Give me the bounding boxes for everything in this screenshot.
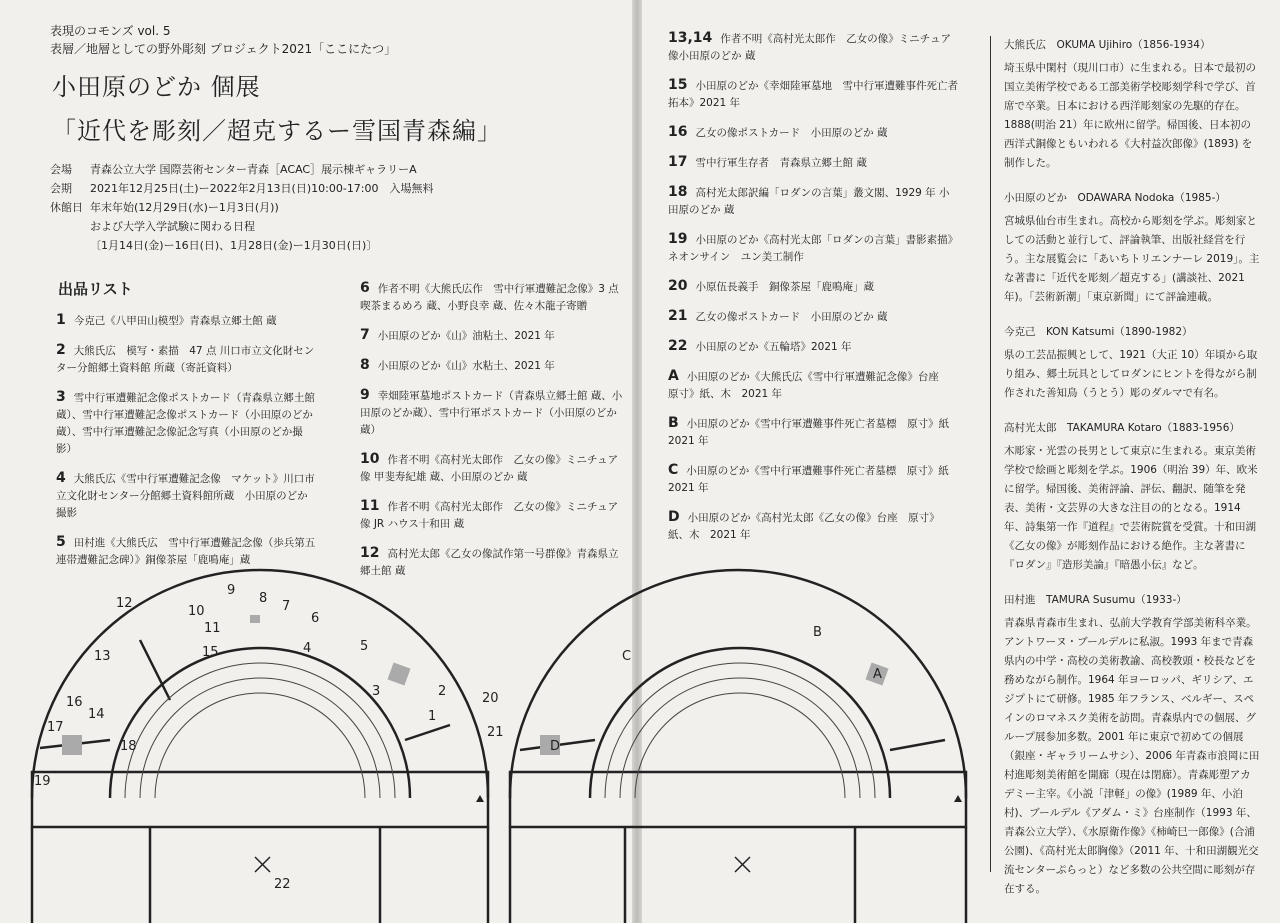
info-label — [50, 217, 90, 236]
work-description: 小原伍長義手 銅像茶屋「鹿鳴庵」蔵 — [695, 281, 874, 293]
plan-label: 13 — [94, 649, 111, 664]
plan-label: 15 — [202, 645, 219, 660]
work-number: 20 — [668, 278, 688, 294]
work-description: 小田原のどか《幸畑陸軍墓地 雪中行軍遭難事件死亡者 拓本》2021 年 — [668, 80, 969, 109]
title-line-2: 「近代を彫刻／超克するー雪国青森編」 — [52, 117, 502, 145]
plan-label: 5 — [360, 639, 369, 654]
plan-label: 19 — [34, 774, 51, 789]
artist-name: 田村進 TAMURA Susumu（1933-） — [1004, 594, 1187, 606]
work-number: 21 — [668, 308, 688, 324]
work-number: 4 — [56, 470, 66, 486]
left-corridor — [32, 772, 488, 827]
info-label: 会期 — [50, 182, 72, 195]
plan-label: 2 — [438, 684, 447, 699]
work-item — [668, 154, 958, 172]
plan-label: A — [873, 667, 882, 682]
work-description: 小田原のどか《山》水粘土、2021 年 — [377, 360, 555, 372]
work-description: 乙女の像ポストカード 小田原のどか 蔵 — [695, 127, 888, 139]
page-title — [52, 70, 502, 148]
work-number: B — [668, 415, 679, 431]
info-label — [50, 236, 90, 255]
plan-label: 21 — [487, 725, 504, 740]
work-description: 小田原のどか《雪中行軍遭難事件死亡者墓標 原寸》紙 2021 年 — [668, 465, 960, 494]
left-lower-walls — [32, 827, 488, 923]
work-number: 18 — [668, 184, 688, 200]
info-row — [50, 198, 434, 217]
right-arc-rings — [605, 663, 875, 798]
info-value: 2021年12月25日(土)ー2022年2月13日(日)10:00-17:00 入場無料 — [90, 182, 434, 195]
work-item — [668, 124, 958, 142]
work-item — [360, 357, 625, 375]
artist-name: 今克己 KON Katsumi（1890-1982） — [1004, 326, 1193, 338]
plan-label: 10 — [188, 604, 205, 619]
plan-label: 4 — [303, 641, 312, 656]
work-item — [668, 184, 958, 219]
work-item — [668, 462, 958, 497]
work-description: 小田原のどか《高村光太郎「ロダンの言葉」書影素描》ネオンサイン ユン美工制作 — [668, 234, 953, 263]
work-number: C — [668, 462, 679, 478]
right-hall-outer-arc — [510, 570, 966, 798]
work-description: 作者不明《高村光太郎作 乙女の像》ミニチュア像小田原のどか 蔵 — [668, 33, 951, 62]
work-number: 2 — [56, 342, 66, 358]
plan-label: 17 — [47, 720, 64, 735]
artist-bio — [1004, 323, 1260, 403]
plan-labels — [34, 583, 882, 892]
info-row — [50, 217, 434, 236]
info-row — [50, 236, 434, 255]
plan-label: 11 — [204, 621, 221, 636]
work-item — [360, 327, 625, 345]
info-value: 青森公立大学 国際芸術センター青森［ACAC］展示棟ギャラリーA — [90, 163, 417, 176]
display-block — [387, 662, 410, 685]
work-number: 5 — [56, 534, 66, 550]
right-arrow-mark — [954, 795, 962, 802]
work-description: 雪中行軍遭難記念像ポストカード（青森県立郷土館蔵）、雪中行軍遭難記念像ポストカード（小田原のどか蔵）、雪中行軍遭難記念像記念写真（小田原のどか撮影） — [56, 392, 315, 455]
info-label: 会場 — [50, 163, 72, 176]
work-description: 雪中行軍生存者 青森県立郷土館 蔵 — [695, 157, 867, 169]
display-block — [250, 615, 260, 623]
plan-label: 1 — [428, 709, 437, 724]
plan-label: 18 — [120, 739, 137, 754]
work-number: 22 — [668, 338, 688, 354]
plan-label: 16 — [66, 695, 83, 710]
series-label: 表現のコモンズ vol. 5 — [50, 24, 171, 38]
work-description: 作者不明《高村光太郎作 乙女の像》ミニチュア像 JR ハウス十和田 蔵 — [360, 501, 619, 530]
work-number: 11 — [360, 498, 380, 514]
work-number: A — [668, 368, 679, 384]
artist-name: 高村光太郎 TAKAMURA Kotaro（1883-1956） — [1004, 422, 1240, 434]
artist-bio-text: 埼玉県中閑村（現川口市）に生まれる。日本で最初の国立美術学校である工部美術学校彫刻学科で学び、首席で卒業。日本における西洋彫刻家の先駆的存在。1888(明治 21）年に欧州に留学。帰国後、日本初の西洋式銅像ともいわれる《大村益次郎像》(1893) を制作した。 — [1004, 62, 1256, 169]
work-description: 小田原のどか《五輪塔》2021 年 — [695, 341, 852, 353]
plan-label: B — [813, 625, 822, 640]
artist-bio — [1004, 189, 1260, 307]
info-row — [50, 160, 434, 179]
work-description: 小田原のどか《雪中行軍遭難事件死亡者墓標 原寸》紙 2021 年 — [668, 418, 960, 447]
work-number: 16 — [668, 124, 688, 140]
work-description: 田村進《大熊氏広 雪中行軍遭難記念像（歩兵第五連帯遭難記念碑）》銅像茶屋「鹿鳴庵」蔵 — [56, 537, 316, 566]
work-description: 幸畑陸軍墓地ポストカード（青森県立郷土館 蔵、小田原のどか蔵）、雪中行軍ポストカード（小田原のどか 蔵） — [360, 390, 623, 436]
display-block — [62, 735, 82, 755]
work-item — [668, 368, 958, 403]
right-hall-inner-arc — [590, 648, 890, 798]
right-x-mark — [735, 857, 750, 872]
right-corridor — [510, 772, 966, 827]
work-number: 15 — [668, 77, 688, 93]
work-description: 小田原のどか《高村光太郎《乙女の像》台座 原寸》紙、木 2021 年 — [668, 512, 940, 541]
work-item — [668, 509, 958, 544]
work-number: 1 — [56, 312, 66, 328]
work-number: 12 — [360, 545, 380, 561]
work-item — [360, 387, 625, 439]
work-description: 小田原のどか《山》油粘土、2021 年 — [377, 330, 555, 342]
artist-bio-text: 県の工芸品振興として、1921（大正 10）年頃から取り組み、郷土玩具としてロダンにヒントを得ながら制作された善知鳥（うとう）彫のダルマで有名。 — [1004, 349, 1258, 399]
work-item — [668, 231, 958, 266]
info-value: 年末年始(12月29日(水)ー1月3日(月)) — [90, 201, 279, 214]
works-list-column-3 — [668, 30, 969, 556]
artist-bio-text: 青森県青森市生まれ、弘前大学教育学部美術科卒業。アントワーヌ・ブールデルに私淑。1993 年まで青森県内の中学・高校の美術教諭、高校教頭・校長などを務めながら制作。1964 年ヨーロッパ、ギリシア、エジプトにて研修。1985 年フランス、ベルギー、スペインのロマネスク美術を訪問。青森県内での個展、グループ展参加多数。2001 年に東京で初めての個展（銀座・ギャラリームサシ）、2006 年青森市浪岡に田村進彫刻美術館を開廊（現在は閉廊）。青森彫塑アカデミー主宰。《小説「津軽」の像》(1989 年、小泊村)、ブールデル《アダム・ミ》台座制作（1993 年、青森公立大学）、《水原衛作像》《柿崎巳一郎像》(合浦公園)、《高村光太郎胸像》（2011 年、十和田湖観光交流センターぷらっと）など多数の公共空間に彫刻が存在する。 — [1004, 617, 1260, 895]
work-number: 19 — [668, 231, 688, 247]
work-item — [360, 280, 630, 315]
plan-label: 20 — [482, 691, 499, 706]
work-description: 小田原のどか《大熊氏広《雪中行軍遭難記念像》台座 原寸》紙、木 2021 年 — [668, 371, 950, 400]
artist-name: 大熊氏広 OKUMA Ujihiro（1856-1934） — [1004, 39, 1211, 51]
plan-label: 9 — [227, 583, 236, 598]
work-number: 3 — [56, 389, 66, 405]
project-label: 表層／地層としての野外彫刻 プロジェクト2021「ここにたつ」 — [50, 42, 397, 56]
work-number: 7 — [360, 327, 370, 343]
work-number: 8 — [360, 357, 370, 373]
artist-name: 小田原のどか ODAWARA Nodoka（1985-） — [1004, 192, 1226, 204]
artist-bio — [1004, 591, 1260, 899]
plan-label: 8 — [259, 591, 268, 606]
plan-label: 14 — [88, 707, 105, 722]
plan-label: D — [550, 739, 561, 754]
work-number: 13,14 — [668, 30, 713, 46]
floor-plan — [0, 560, 1000, 923]
work-item — [56, 470, 316, 522]
work-item — [360, 498, 625, 533]
artist-bio-text: 木彫家・光雲の長男として東京に生まれる。東京美術学校で絵画と彫刻を学ぶ。1906（明治 39）年、欧米に留学。帰国後、美術評論、評伝、翻訳、随筆を発表、美術・文芸界の大きな注目の的となる。1914 年、詩集第一作『道程』で芸術院賞を受賞。十和田湖《乙女の像》が彫刻作品における絶作。主な著書に『ロダン』『造形美論』『暗愚小伝』など。 — [1004, 445, 1258, 571]
info-value: および大学入学試験に関わる日程 — [90, 220, 255, 233]
works-list-heading: 出品リスト — [58, 280, 133, 298]
info-label: 休館日 — [50, 201, 83, 214]
exhibition-info — [50, 160, 434, 255]
work-item — [668, 77, 969, 112]
work-number: 17 — [668, 154, 688, 170]
work-item — [56, 389, 316, 458]
left-arc-rings — [125, 663, 395, 798]
work-number: 9 — [360, 387, 370, 403]
work-number: 6 — [360, 280, 370, 296]
work-description: 大熊氏広 模写・素描 47 点 川口市立文化財センター分館郷土資料館 所蔵（寄託資料） — [56, 345, 315, 374]
plan-label: C — [622, 649, 632, 664]
info-value: 〔1月14日(金)ー16日(日)、1月28日(金)ー1月30日(日)〕 — [90, 239, 378, 252]
work-description: 大熊氏広《雪中行軍遭難記念像 マケット》川口市立文化財センター分館郷土資料館所蔵 小田原のどか撮影 — [56, 473, 315, 519]
title-line-1: 小田原のどか 個展 — [52, 73, 261, 101]
plan-label: 3 — [372, 684, 381, 699]
left-arrow-mark — [476, 795, 484, 802]
work-number: 10 — [360, 451, 380, 467]
left-x-mark — [255, 857, 270, 872]
header-series — [50, 22, 396, 58]
plan-label: 7 — [282, 599, 291, 614]
artist-bio — [1004, 419, 1260, 575]
artist-bio-text: 宮城県仙台市生まれ。高校から彫刻を学ぶ。彫刻家としての活動と並行して、評論執筆、出版社経営を行う。主な展覧会に「あいちトリエンナーレ 2019」。主な著書に「近代を彫刻／超克する」(講談社、2021 年)。「芸術新潮」「東京新聞」にて評論連載。 — [1004, 215, 1260, 303]
work-item — [360, 451, 625, 486]
plan-label: 22 — [274, 877, 291, 892]
work-description: 作者不明《大熊氏広作 雪中行軍遭難記念像》3 点 喫茶まるめろ 蔵、小野良幸 蔵、佐々木龍子寄贈 — [360, 283, 630, 312]
info-row — [50, 179, 434, 198]
work-description: 乙女の像ポストカード 小田原のどか 蔵 — [695, 311, 888, 323]
work-item — [668, 308, 958, 326]
artist-bio — [1004, 36, 1260, 173]
right-lower-walls — [510, 827, 966, 923]
work-item — [668, 415, 958, 450]
work-item — [668, 278, 958, 296]
work-description: 今克己《八甲田山模型》青森県立郷土館 蔵 — [73, 315, 277, 327]
work-item — [56, 312, 316, 330]
work-description: 作者不明《高村光太郎作 乙女の像》ミニチュア像 甲斐寿紀雄 蔵、小田原のどか 蔵 — [360, 454, 619, 483]
work-description: 高村光太郎訳編「ロダンの言葉」叢文閣、1929 年 小田原のどか 蔵 — [668, 187, 950, 216]
work-number: D — [668, 509, 680, 525]
works-list-column-2 — [360, 280, 630, 592]
work-item — [56, 342, 316, 377]
artist-bios — [1004, 36, 1260, 915]
plan-label: 6 — [311, 611, 320, 626]
works-list-column-1 — [56, 312, 316, 581]
work-item — [668, 30, 958, 65]
work-description: 高村光太郎《乙女の像試作第一号群像》青森県立郷土館 蔵 — [360, 548, 619, 577]
work-item — [668, 338, 958, 356]
plan-label: 12 — [116, 596, 133, 611]
